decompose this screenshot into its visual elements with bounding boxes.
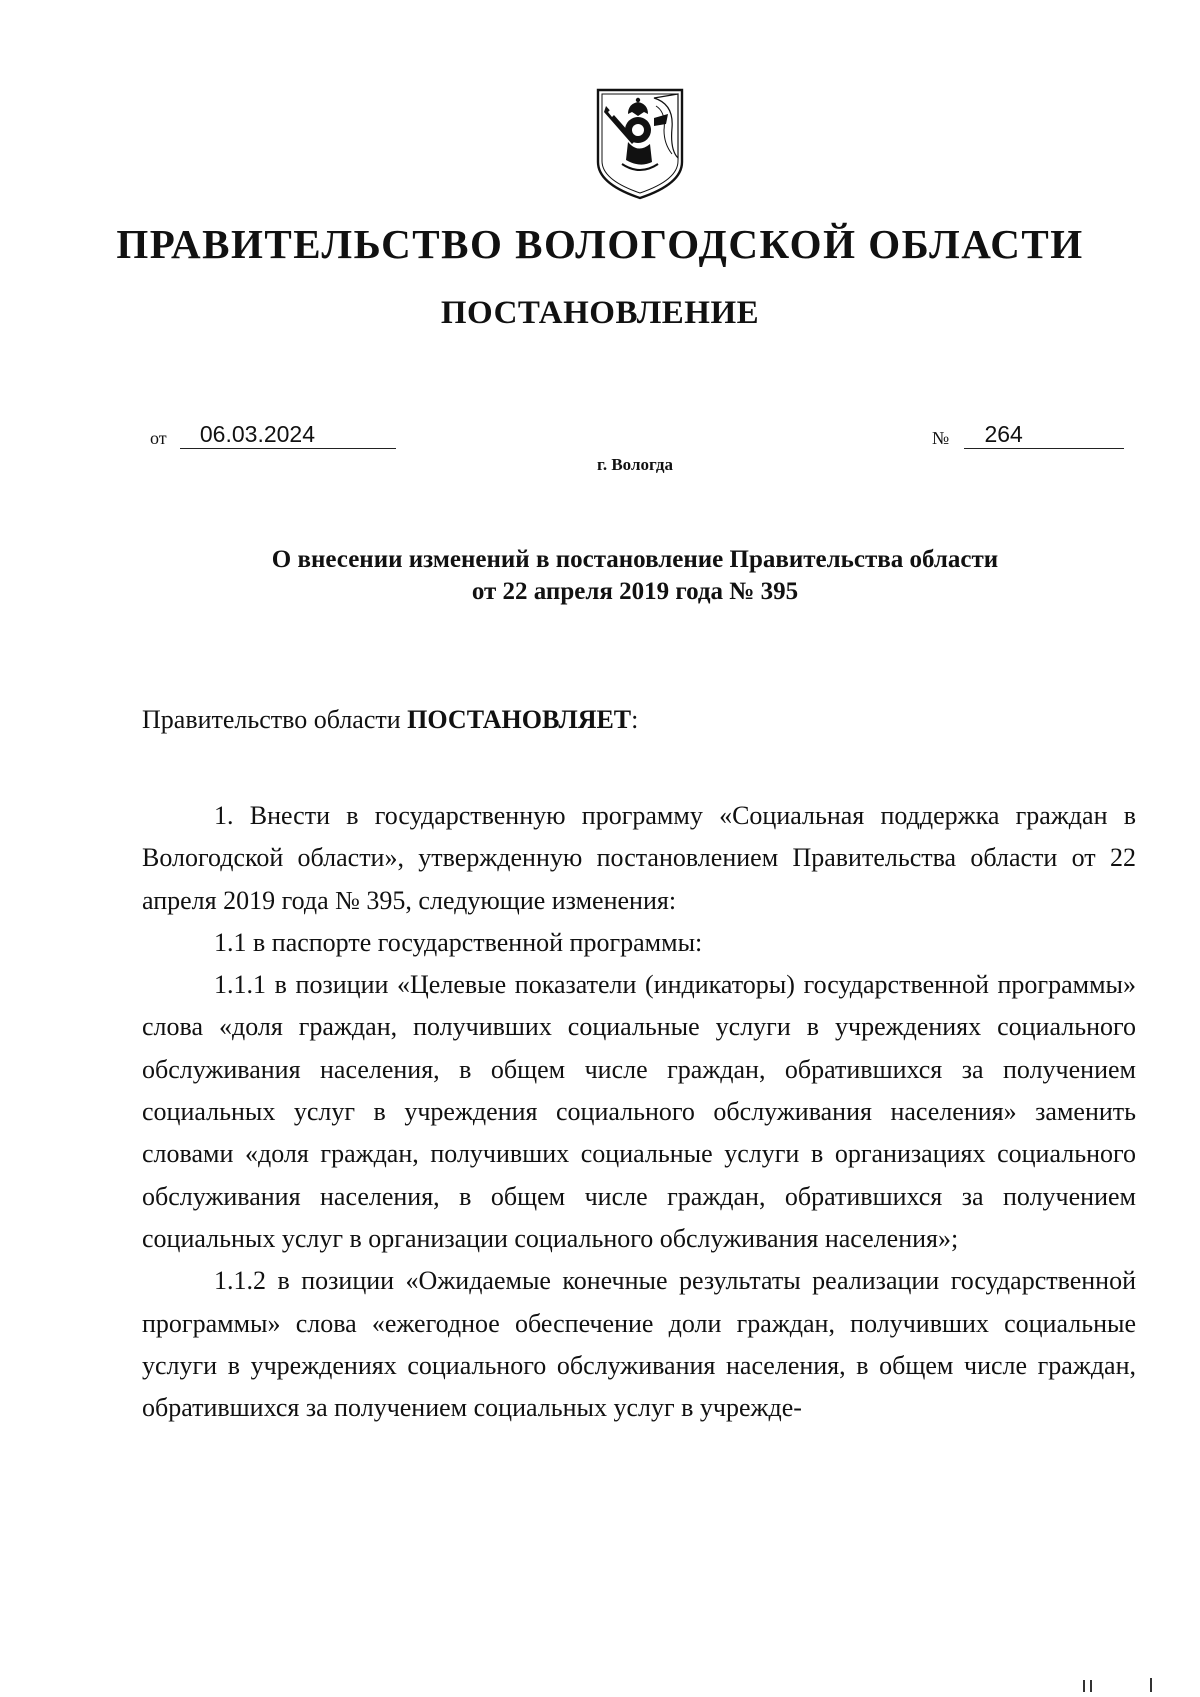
document-subject: [100, 544, 1170, 608]
paragraph-1-1: 1.1 в паспорте государственной программы:: [214, 927, 703, 957]
number-prefix: №: [932, 428, 950, 448]
subject-line-2: от 22 апреля 2019 года № 395: [471, 578, 799, 605]
number-value: 264: [964, 420, 1124, 449]
number-line: [932, 420, 1124, 449]
organization-title: ПРАВИТЕЛЬСТВО ВОЛОГОДСКОЙ ОБЛАСТИ: [116, 221, 1084, 267]
scan-mark: [1150, 1678, 1152, 1692]
date-prefix: от: [150, 428, 167, 448]
paragraph-1-1-1: 1.1.1 в позиции «Целевые показатели (индикаторы) государственной программы» слова «доля граждан, получивших социальные услуги в учреждениях социального обслуживания населения, в общем числе граждан, обратившихся за получением социальных услуг в учреждения социального обслуживания населения» заменить словами «доля граждан, получивших социальные услуги в организациях социального обслуживания населения, в общем числе граждан, обратившихся за получением социальных услуг в организации социального обслуживания населения»;: [142, 970, 1136, 1253]
paragraph-1: 1. Внести в государственную программу «Социальная поддержка граждан в Вологодской области», утвержденную постановлением Правительства области от 22 апреля 2019 года № 395, следующие изменения:: [142, 801, 1136, 915]
date-line: [150, 420, 396, 449]
document-body: [142, 795, 1136, 1429]
preamble-keyword: ПОСТАНОВЛЯЕТ: [407, 705, 632, 734]
document-type: ПОСТАНОВЛЕНИЕ: [440, 295, 760, 331]
city-name: г. Вологда: [597, 455, 673, 474]
subject-line-1: О внесении изменений в постановление Правительства области: [271, 546, 999, 573]
scan-mark: [1090, 1680, 1092, 1692]
preamble: [142, 705, 638, 735]
preamble-text: Правительство области: [142, 705, 408, 734]
date-value: 06.03.2024: [180, 420, 396, 449]
coat-of-arms-icon: [594, 84, 686, 200]
paragraph-1-1-2: 1.1.2 в позиции «Ожидаемые конечные результаты реализации государственной программы» слова «ежегодное обеспечение доли граждан, получивших социальные услуги в учреждениях социального обслуживания населения, в общем числе граждан, обратившихся за получением социальных услуг в учрежде-: [142, 1266, 1136, 1423]
scan-mark: [1083, 1680, 1085, 1692]
preamble-tail: :: [631, 705, 639, 734]
